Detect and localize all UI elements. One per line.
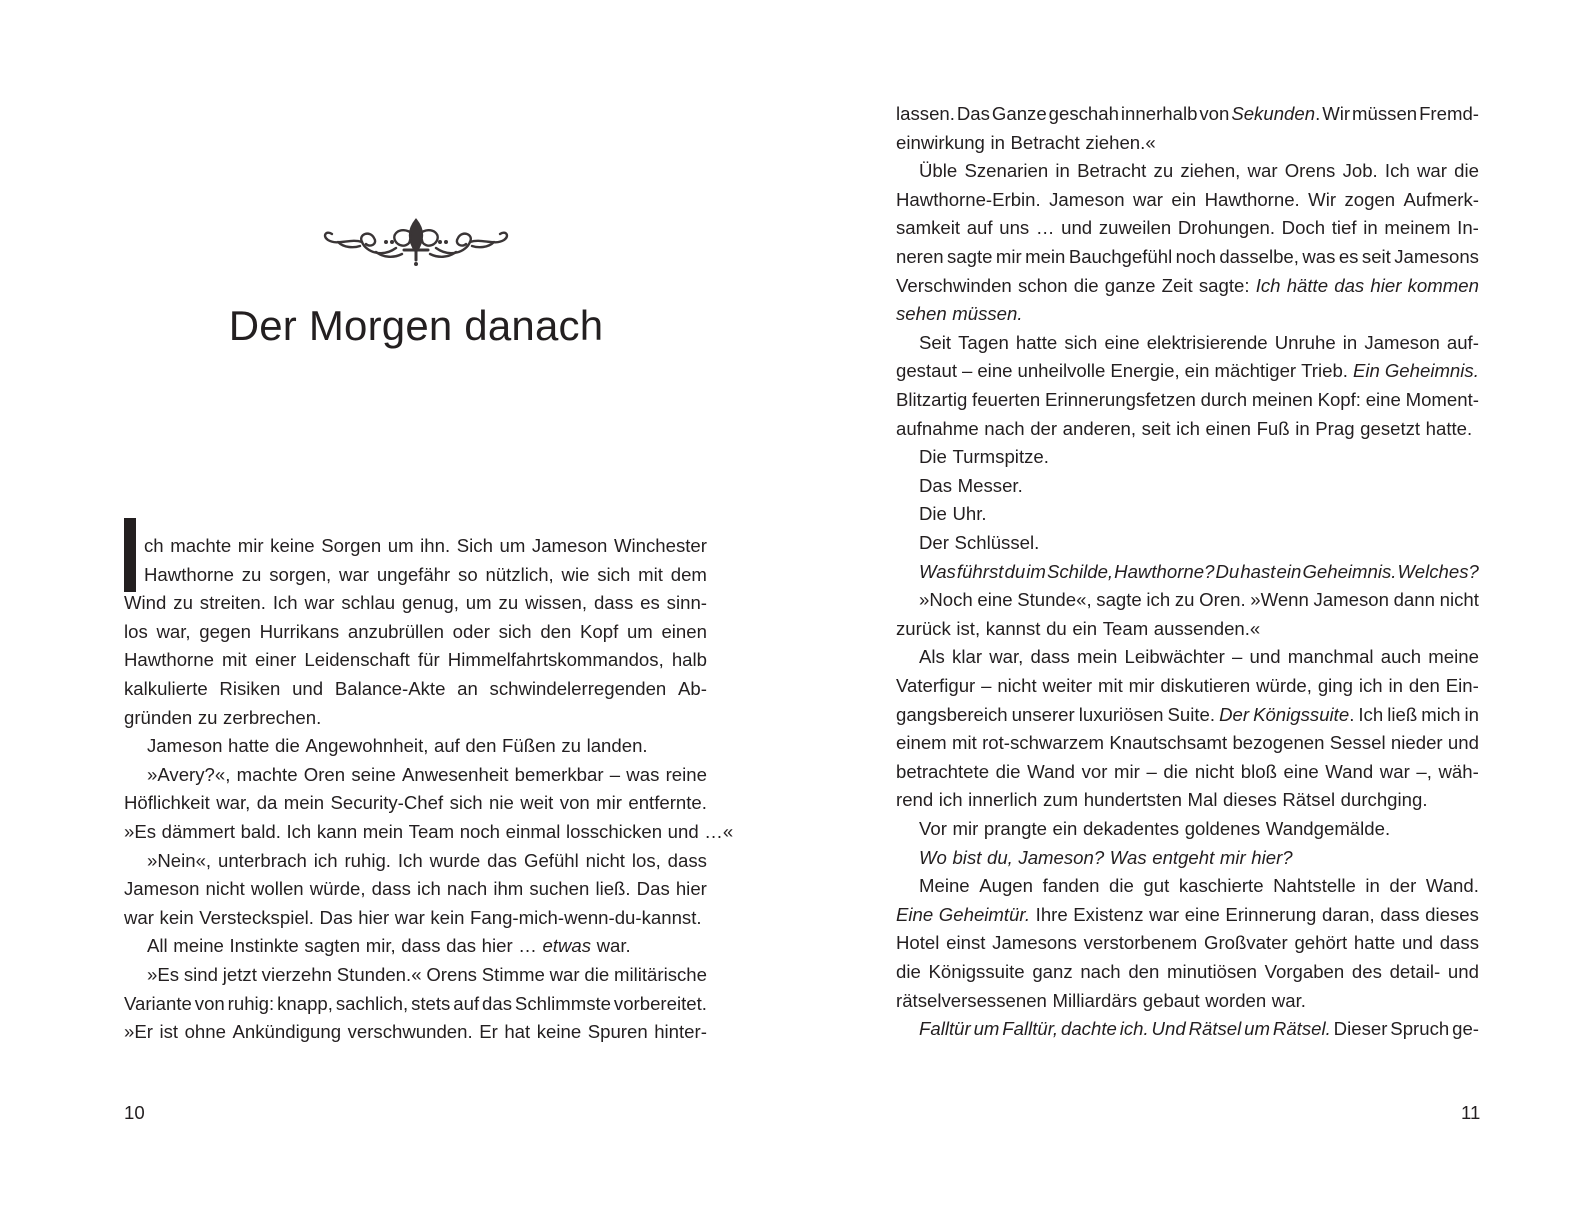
fleur-de-lis-ornament: [316, 212, 516, 266]
text-line: einem mit rot-schwarzem Knautschsamt bezogenen Sessel nieder und: [896, 732, 1479, 754]
page-number-left: 10: [124, 1102, 145, 1123]
text-line: Verschwinden schon die ganze Zeit sagte: Ich hätte das hier kommen: [896, 274, 1479, 296]
text-line: Was führst du im Schilde, Hawthorne? Du hast ein Geheimnis. Welches?: [919, 560, 1479, 582]
text-line: rätselversessenen Milliardärs gebaut worden war.: [896, 989, 1306, 1011]
text-line: Falltür um Falltür, dachte ich. Und Rätsel um Rätsel. Dieser Spruch ge-: [919, 1018, 1479, 1040]
text-line: Hawthorne mit einer Leidenschaft für Himmelfahrtskommandos, halb: [124, 649, 707, 671]
text-line: »Nein«, unterbrach ich ruhig. Ich wurde das Gefühl nicht los, dass: [147, 849, 707, 871]
text-line: Eine Geheimtür. Ihre Existenz war eine Erinnerung daran, dass dieses: [896, 903, 1479, 925]
text-line: Vaterfigur – nicht weiter mit mir diskutieren würde, ging ich in den Ein-: [896, 675, 1479, 696]
text-line: Die Turmspitze.: [919, 446, 1049, 468]
page-number-right: 11: [1461, 1102, 1481, 1123]
text-line: »Noch eine Stunde«, sagte ich zu Oren. »Wenn Jameson dann nicht: [919, 589, 1479, 611]
text-line: Wo bist du, Jameson? Was entgeht mir hier?: [919, 846, 1293, 868]
text-line: die Königssuite ganz nach den minutiösen Vorgaben des detail- und: [896, 961, 1479, 982]
text-line: »Avery?«, machte Oren seine Anwesenheit bemerkbar – was reine: [147, 763, 707, 785]
text-line: Wind zu streiten. Ich war schlau genug, um zu wissen, dass es sinn-: [124, 592, 707, 614]
text-line: Meine Augen fanden die gut kaschierte Nahtstelle in der Wand.: [919, 875, 1479, 897]
text-line: Variante von ruhig: knapp, sachlich, stets auf das Schlimmste vorbereitet.: [124, 992, 707, 1014]
text-line: Hotel einst Jamesons verstorbenem Großvater gehört hatte und dass: [896, 932, 1479, 954]
text-line: »Es sind jetzt vierzehn Stunden.« Orens Stimme war die militärische: [147, 964, 707, 985]
text-line: samkeit auf uns … und zuweilen Drohungen. Doch tief in meinem In-: [896, 217, 1479, 239]
text-line: Die Uhr.: [919, 503, 987, 525]
text-line: los war, gegen Hurrikans anzubrüllen oder sich den Kopf um einen: [124, 620, 707, 642]
text-line: Jameson nicht wollen würde, dass ich nach ihm suchen ließ. Das hier: [124, 878, 707, 900]
text-line: Der Schlüssel.: [919, 532, 1040, 553]
text-line: aufnahme nach der anderen, seit ich einen Fuß in Prag gesetzt hatte.: [896, 417, 1473, 439]
text-line: Blitzartig feuerten Erinnerungsfetzen durch meinen Kopf: eine Moment-: [896, 389, 1479, 410]
text-line: All meine Instinkte sagten mir, dass das hier … etwas war.: [147, 935, 631, 957]
text-line: Hawthorne zu sorgen, war ungefähr so nützlich, wie sich mit dem: [144, 563, 707, 585]
text-line: Hawthorne-Erbin. Jameson war ein Hawthorne. Wir zogen Aufmerk-: [896, 188, 1479, 210]
text-line: Üble Szenarien in Betracht zu ziehen, war Orens Job. Ich war die: [919, 160, 1479, 182]
text-line: Höflichkeit war, da mein Security-Chef sich nie weit von mir entfernte.: [124, 792, 707, 814]
text-line: sehen müssen.: [896, 303, 1023, 325]
text-line: zurück ist, kannst du ein Team aussenden.«: [896, 617, 1261, 639]
text-line: Jameson hatte die Angewohnheit, auf den Füßen zu landen.: [147, 735, 648, 757]
right-page: [797, 0, 1594, 1217]
text-line: Das Messer.: [919, 474, 1023, 496]
text-line: einwirkung in Betracht ziehen.«: [896, 131, 1156, 153]
text-line: kalkulierte Risiken und Balance-Akte an schwindelerregenden Ab-: [124, 678, 707, 699]
chapter-title: Der Morgen danach: [228, 302, 604, 349]
text-line: betrachtete die Wand vor mir – die nicht bloß eine Wand war –, wäh-: [896, 760, 1479, 782]
text-line: neren sagte mir mein Bauchgefühl noch dasselbe, was es seit Jamesons: [896, 246, 1479, 267]
text-line: gangsbereich unserer luxuriösen Suite. Der Königssuite. Ich ließ mich in: [896, 703, 1479, 725]
text-line: rend ich innerlich zum hundertsten Mal dieses Rätsel durchging.: [896, 789, 1428, 811]
text-line: lassen. Das Ganze geschah innerhalb von Sekunden. Wir müssen Fremd-: [896, 103, 1479, 124]
text-line: Vor mir prangte ein dekadentes goldenes Wandgemälde.: [919, 818, 1391, 839]
text-line: Als klar war, dass mein Leibwächter – und manchmal auch meine: [919, 646, 1479, 668]
text-line: gestaut – eine unheilvolle Energie, ein mächtiger Trieb. Ein Geheimnis.: [896, 360, 1479, 382]
drop-cap-letter: [124, 518, 136, 592]
text-line: Seit Tagen hatte sich eine elektrisierende Unruhe in Jameson auf-: [919, 331, 1479, 353]
text-line: ch machte mir keine Sorgen um ihn. Sich um Jameson Winchester: [144, 535, 707, 556]
text-line: gründen zu zerbrechen.: [124, 706, 322, 728]
text-line: »Es dämmert bald. Ich kann mein Team noch einmal losschicken und …«: [124, 821, 734, 842]
text-line: »Er ist ohne Ankündigung verschwunden. Er hat keine Spuren hinter-: [124, 1021, 707, 1043]
text-line: war kein Versteckspiel. Das hier war kein Fang-mich-wenn-du-kannst.: [124, 906, 702, 928]
